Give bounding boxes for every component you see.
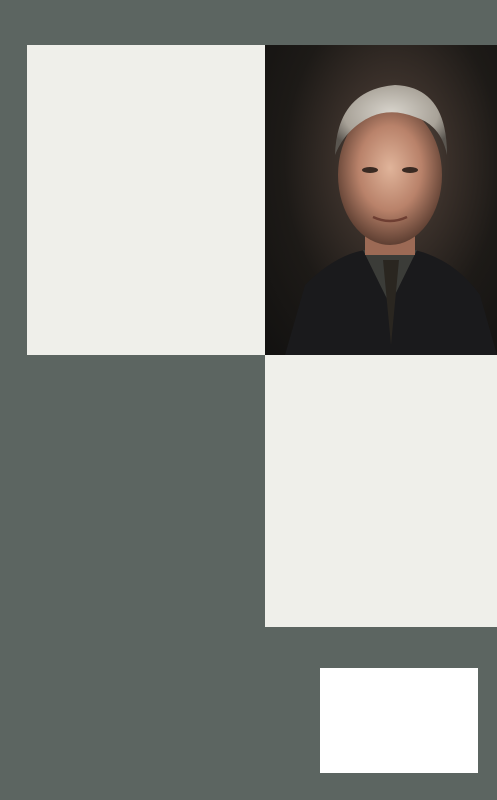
isbn-barcode bbox=[320, 668, 478, 773]
synopsis-panel bbox=[27, 45, 265, 355]
author-panel bbox=[265, 355, 497, 627]
story-panel bbox=[27, 355, 265, 627]
author-photo bbox=[265, 45, 497, 355]
publisher-logo bbox=[27, 718, 317, 778]
author-portrait-illustration bbox=[265, 45, 497, 355]
barcode-bars bbox=[330, 680, 468, 748]
